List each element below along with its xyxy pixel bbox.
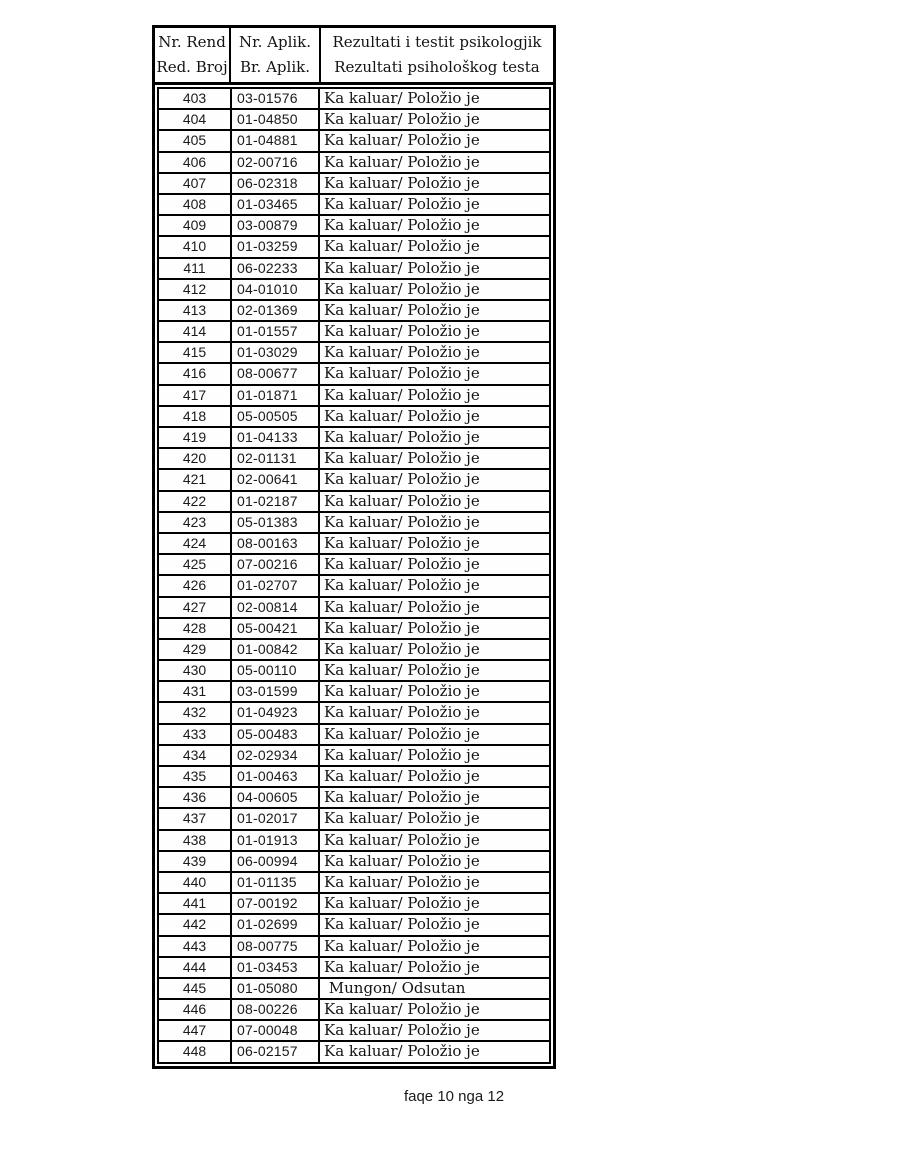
cell-nr-rend: 444 <box>159 958 232 977</box>
table-row <box>157 659 551 682</box>
cell-nr-aplik: 01-04923 <box>232 703 320 722</box>
cell-rezultat: Ka kaluar/ Položio je <box>324 639 480 658</box>
cell-nr-rend: 427 <box>159 598 232 617</box>
cell-nr-rend: 410 <box>159 237 232 256</box>
cell-rezultat: Ka kaluar/ Položio je <box>324 767 480 785</box>
cell-nr-aplik: 02-02934 <box>232 746 320 765</box>
cell-nr-rend: 424 <box>159 534 232 553</box>
cell-nr-rend: 408 <box>159 195 232 214</box>
cell-nr-aplik: 02-00641 <box>232 470 320 489</box>
cell-rezultat: Ka kaluar/ Položio je <box>324 809 480 828</box>
cell-nr-aplik: 02-00716 <box>232 153 320 172</box>
table-row <box>157 892 551 915</box>
table-row <box>157 553 551 576</box>
cell-rezultat: Ka kaluar/ Položio je <box>324 512 480 531</box>
cell-nr-rend: 405 <box>159 131 232 150</box>
cell-nr-rend: 413 <box>159 301 232 320</box>
table-row <box>157 129 551 152</box>
cell-nr-aplik: 03-01599 <box>232 682 320 701</box>
cell-nr-rend: 434 <box>159 746 232 765</box>
cell-nr-aplik: 07-00216 <box>232 555 320 574</box>
cell-rezultat: Ka kaluar/ Položio je <box>324 724 480 743</box>
cell-rezultat: Ka kaluar/ Položio je <box>324 89 480 107</box>
cell-nr-rend: 442 <box>159 915 232 934</box>
table-row <box>157 574 551 597</box>
header-rezultati-line2: Rezultati psihološkog testa <box>334 58 540 76</box>
cell-rezultat: Ka kaluar/ Položio je <box>324 194 480 213</box>
table-row <box>157 532 551 555</box>
table-row <box>157 490 551 513</box>
table-row <box>157 744 551 767</box>
table-row <box>157 1019 551 1042</box>
cell-nr-aplik: 08-00677 <box>232 364 320 383</box>
cell-rezultat: Ka kaluar/ Položio je <box>324 1000 480 1019</box>
cell-rezultat: Ka kaluar/ Položio je <box>324 131 480 150</box>
header-nr-rend-line1: Nr. Rend <box>158 33 226 51</box>
cell-nr-rend: 443 <box>159 937 232 956</box>
header-nr-aplik-line2: Br. Aplik. <box>240 58 310 76</box>
table-header-row <box>155 28 553 85</box>
cell-nr-rend: 437 <box>159 809 232 828</box>
cell-nr-aplik: 01-02187 <box>232 492 320 511</box>
cell-rezultat: Ka kaluar/ Položio je <box>324 406 480 425</box>
cell-nr-rend: 436 <box>159 788 232 807</box>
cell-nr-aplik: 01-04850 <box>232 110 320 129</box>
cell-nr-aplik: 01-04133 <box>232 428 320 447</box>
table-row <box>157 151 551 174</box>
cell-rezultat: Ka kaluar/ Položio je <box>324 343 480 362</box>
cell-nr-rend: 447 <box>159 1021 232 1040</box>
table-row <box>157 998 551 1021</box>
cell-nr-rend: 445 <box>159 979 232 998</box>
table-row <box>157 850 551 873</box>
cell-nr-rend: 446 <box>159 1000 232 1019</box>
cell-nr-aplik: 01-03465 <box>232 195 320 214</box>
cell-nr-rend: 433 <box>159 725 232 744</box>
cell-rezultat: Ka kaluar/ Položio je <box>324 915 480 934</box>
table-row <box>157 257 551 280</box>
cell-nr-aplik: 05-00421 <box>232 619 320 638</box>
header-rezultati-line1: Rezultati i testit psikologjik <box>332 33 542 51</box>
cell-nr-aplik: 01-01913 <box>232 831 320 850</box>
table-row <box>157 935 551 958</box>
cell-nr-rend: 439 <box>159 852 232 871</box>
cell-rezultat: Ka kaluar/ Položio je <box>324 237 480 256</box>
table-row <box>157 871 551 894</box>
cell-nr-aplik: 06-02157 <box>232 1042 320 1061</box>
cell-nr-rend: 438 <box>159 831 232 850</box>
cell-nr-rend: 414 <box>159 322 232 341</box>
cell-rezultat: Ka kaluar/ Položio je <box>324 470 480 489</box>
results-table <box>152 25 556 1069</box>
cell-rezultat: Ka kaluar/ Položio je <box>324 300 480 319</box>
cell-nr-aplik: 02-00814 <box>232 598 320 617</box>
cell-nr-aplik: 02-01131 <box>232 449 320 468</box>
cell-nr-rend: 417 <box>159 386 232 405</box>
cell-nr-rend: 418 <box>159 407 232 426</box>
cell-nr-aplik: 07-00192 <box>232 894 320 913</box>
table-row <box>157 765 551 788</box>
cell-nr-rend: 423 <box>159 513 232 532</box>
cell-nr-rend: 430 <box>159 661 232 680</box>
table-row <box>157 193 551 216</box>
cell-nr-rend: 448 <box>159 1042 232 1061</box>
table-row <box>157 214 551 237</box>
table-row <box>157 807 551 830</box>
table-row <box>157 278 551 301</box>
table-row <box>157 384 551 407</box>
cell-nr-aplik: 01-02017 <box>232 809 320 828</box>
table-row <box>157 235 551 258</box>
table-row <box>157 87 551 110</box>
cell-rezultat: Mungon/ Odsutan <box>324 978 466 997</box>
cell-rezultat: Ka kaluar/ Položio je <box>324 788 480 807</box>
cell-nr-aplik: 05-00505 <box>232 407 320 426</box>
cell-nr-rend: 422 <box>159 492 232 511</box>
cell-nr-rend: 440 <box>159 873 232 892</box>
table-row <box>157 829 551 852</box>
table-row <box>157 447 551 470</box>
cell-nr-aplik: 01-04881 <box>232 131 320 150</box>
table-row <box>157 913 551 936</box>
cell-rezultat: Ka kaluar/ Položio je <box>324 322 480 341</box>
cell-nr-aplik: 08-00226 <box>232 1000 320 1019</box>
cell-rezultat: Ka kaluar/ Položio je <box>324 872 480 891</box>
table-row <box>157 468 551 491</box>
cell-nr-rend: 416 <box>159 364 232 383</box>
table-row <box>157 511 551 534</box>
cell-nr-aplik: 01-03029 <box>232 343 320 362</box>
cell-nr-rend: 403 <box>159 89 232 108</box>
cell-rezultat: Ka kaluar/ Položio je <box>324 597 480 616</box>
header-nr-aplik-line1: Nr. Aplik. <box>238 33 312 51</box>
cell-nr-rend: 426 <box>159 576 232 595</box>
cell-nr-rend: 421 <box>159 470 232 489</box>
cell-nr-rend: 428 <box>159 619 232 638</box>
cell-rezultat: Ka kaluar/ Položio je <box>324 830 480 849</box>
table-row <box>157 320 551 343</box>
cell-rezultat: Ka kaluar/ Položio je <box>324 449 480 468</box>
table-row <box>157 956 551 979</box>
table-row <box>157 723 551 746</box>
cell-nr-aplik: 04-01010 <box>232 280 320 299</box>
header-nr-rend <box>155 28 231 82</box>
cell-rezultat: Ka kaluar/ Položio je <box>324 894 480 913</box>
cell-nr-aplik: 01-02707 <box>232 576 320 595</box>
cell-nr-aplik: 01-03453 <box>232 958 320 977</box>
cell-nr-aplik: 08-00163 <box>232 534 320 553</box>
cell-nr-aplik: 01-01871 <box>232 386 320 405</box>
table-row <box>157 362 551 385</box>
table-row <box>157 299 551 322</box>
cell-rezultat: Ka kaluar/ Položio je <box>324 533 480 552</box>
cell-rezultat: Ka kaluar/ Položio je <box>324 851 480 870</box>
cell-rezultat: Ka kaluar/ Položio je <box>324 618 480 637</box>
cell-nr-aplik: 06-00994 <box>232 852 320 871</box>
table-row <box>157 405 551 428</box>
cell-rezultat: Ka kaluar/ Položio je <box>324 279 480 298</box>
cell-rezultat: Ka kaluar/ Položio je <box>324 703 480 722</box>
table-row <box>157 108 551 131</box>
cell-nr-aplik: 04-00605 <box>232 788 320 807</box>
cell-nr-aplik: 01-00463 <box>232 767 320 786</box>
cell-rezultat: Ka kaluar/ Položio je <box>324 1042 480 1061</box>
cell-rezultat: Ka kaluar/ Položio je <box>324 745 480 764</box>
cell-nr-aplik: 01-03259 <box>232 237 320 256</box>
header-nr-rend-line2: Red. Broj <box>156 58 228 76</box>
cell-nr-rend: 431 <box>159 682 232 701</box>
cell-nr-rend: 407 <box>159 174 232 193</box>
cell-rezultat: Ka kaluar/ Položio je <box>324 110 480 129</box>
cell-nr-aplik: 01-01557 <box>232 322 320 341</box>
cell-rezultat: Ka kaluar/ Položio je <box>324 385 480 404</box>
cell-rezultat: Ka kaluar/ Položio je <box>324 1021 480 1040</box>
cell-rezultat: Ka kaluar/ Položio je <box>324 576 480 595</box>
cell-nr-aplik: 07-00048 <box>232 1021 320 1040</box>
cell-nr-rend: 441 <box>159 894 232 913</box>
cell-rezultat: Ka kaluar/ Položio je <box>324 936 480 955</box>
cell-nr-rend: 425 <box>159 555 232 574</box>
cell-nr-rend: 411 <box>159 259 232 278</box>
cell-nr-rend: 406 <box>159 153 232 172</box>
table-row <box>157 786 551 809</box>
cell-nr-rend: 435 <box>159 767 232 786</box>
table-row <box>157 596 551 619</box>
table-row <box>157 680 551 703</box>
cell-nr-rend: 404 <box>159 110 232 129</box>
cell-nr-aplik: 01-02699 <box>232 915 320 934</box>
header-rezultati <box>321 28 553 82</box>
cell-nr-aplik: 02-01369 <box>232 301 320 320</box>
cell-rezultat: Ka kaluar/ Položio je <box>324 491 480 510</box>
cell-nr-rend: 415 <box>159 343 232 362</box>
cell-rezultat: Ka kaluar/ Položio je <box>324 216 480 235</box>
cell-nr-aplik: 03-00879 <box>232 216 320 235</box>
cell-rezultat: Ka kaluar/ Položio je <box>324 364 480 383</box>
cell-rezultat: Ka kaluar/ Položio je <box>324 152 480 171</box>
cell-rezultat: Ka kaluar/ Položio je <box>324 258 480 277</box>
table-row <box>157 977 551 1000</box>
cell-rezultat: Ka kaluar/ Položio je <box>324 555 480 574</box>
cell-nr-aplik: 01-01135 <box>232 873 320 892</box>
cell-nr-aplik: 01-05080 <box>232 979 320 998</box>
table-row <box>157 617 551 640</box>
cell-nr-aplik: 06-02233 <box>232 259 320 278</box>
cell-nr-aplik: 06-02318 <box>232 174 320 193</box>
cell-nr-rend: 429 <box>159 640 232 659</box>
table-row <box>157 701 551 724</box>
cell-rezultat: Ka kaluar/ Položio je <box>324 428 480 446</box>
header-nr-aplik <box>231 28 321 82</box>
table-body <box>155 85 553 1066</box>
cell-nr-aplik: 05-00110 <box>232 661 320 680</box>
cell-nr-rend: 412 <box>159 280 232 299</box>
table-row <box>157 426 551 449</box>
table-row <box>157 341 551 364</box>
cell-rezultat: Ka kaluar/ Položio je <box>324 682 480 701</box>
cell-nr-aplik: 01-00842 <box>232 640 320 659</box>
cell-rezultat: Ka kaluar/ Položio je <box>324 661 480 680</box>
cell-rezultat: Ka kaluar/ Položio je <box>324 173 480 192</box>
cell-nr-rend: 419 <box>159 428 232 447</box>
cell-nr-rend: 420 <box>159 449 232 468</box>
table-row <box>157 638 551 661</box>
cell-nr-aplik: 08-00775 <box>232 937 320 956</box>
table-row <box>157 172 551 195</box>
cell-nr-aplik: 05-01383 <box>232 513 320 532</box>
cell-nr-aplik: 05-00483 <box>232 725 320 744</box>
cell-nr-rend: 432 <box>159 703 232 722</box>
cell-nr-rend: 409 <box>159 216 232 235</box>
table-row <box>157 1040 551 1063</box>
page-number: faqe 10 nga 12 <box>403 1088 505 1105</box>
cell-rezultat: Ka kaluar/ Položio je <box>324 957 480 976</box>
cell-nr-aplik: 03-01576 <box>232 89 320 108</box>
